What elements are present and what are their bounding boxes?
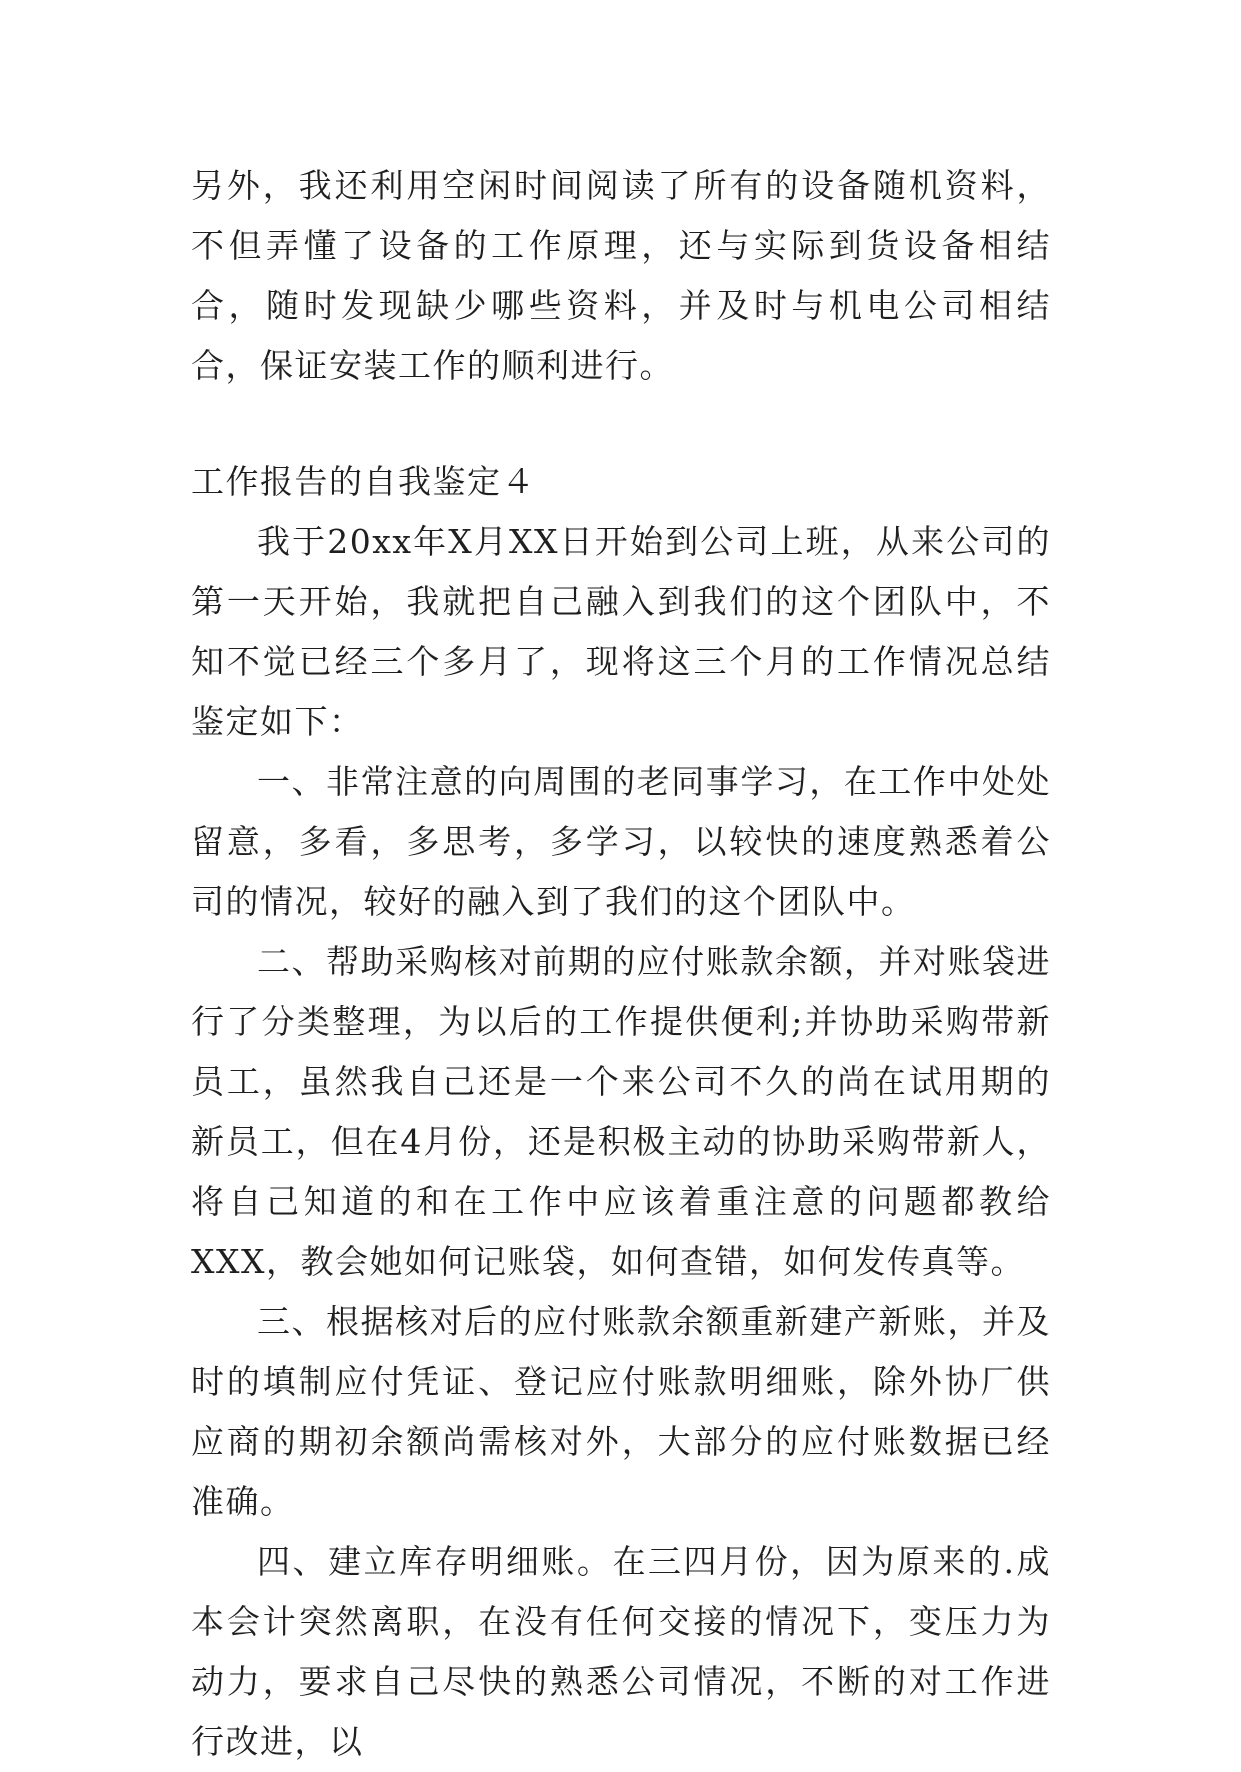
body-paragraph-1: 我于20xx年X月XX日开始到公司上班，从来公司的第一天开始，我就把自己融入到我们的这个团队中，不知不觉已经三个多月了，现将这三个月的工作情况总结鉴定如下： (191, 522, 1051, 741)
intro-paragraph: 另外，我还利用空闲时间阅读了所有的设备随机资料，不但弄懂了设备的工作原理，还与实际到货设备相结合，随时发现缺少哪些资料，并及时与机电公司相结合，保证安装工作的顺利进行。 (191, 166, 1051, 385)
section-title: 工作报告的自我鉴定４ (191, 462, 536, 501)
body-paragraph-2: 一、非常注意的向周围的老同事学习，在工作中处处留意，多看，多思考，多学习，以较快的速度熟悉着公司的情况，较好的融入到了我们的这个团队中。 (191, 762, 1051, 921)
body-paragraph-3: 二、帮助采购核对前期的应付账款余额，并对账袋进行了分类整理，为以后的工作提供便利;并协助采购带新员工，虽然我自己还是一个来公司不久的尚在试用期的新员工，但在4月份，还是积极主动的协助采购带新人，将自己知道的和在工作中应该着重注意的问题都教给XXX，教会她如何记账袋，如何查错，如何发传真等。 (191, 942, 1051, 1281)
body-paragraph-5: 四、建立库存明细账。在三四月份，因为原来的.成本会计突然离职，在没有任何交接的情况下，变压力为动力，要求自己尽快的熟悉公司情况，不断的对工作进行改进，以 (191, 1542, 1051, 1761)
body-paragraph-4: 三、根据核对后的应付账款余额重新建产新账，并及时的填制应付凭证、登记应付账款明细账，除外协厂供应商的期初余额尚需核对外，大部分的应付账数据已经准确。 (191, 1302, 1051, 1521)
document-body (191, 156, 1051, 1772)
